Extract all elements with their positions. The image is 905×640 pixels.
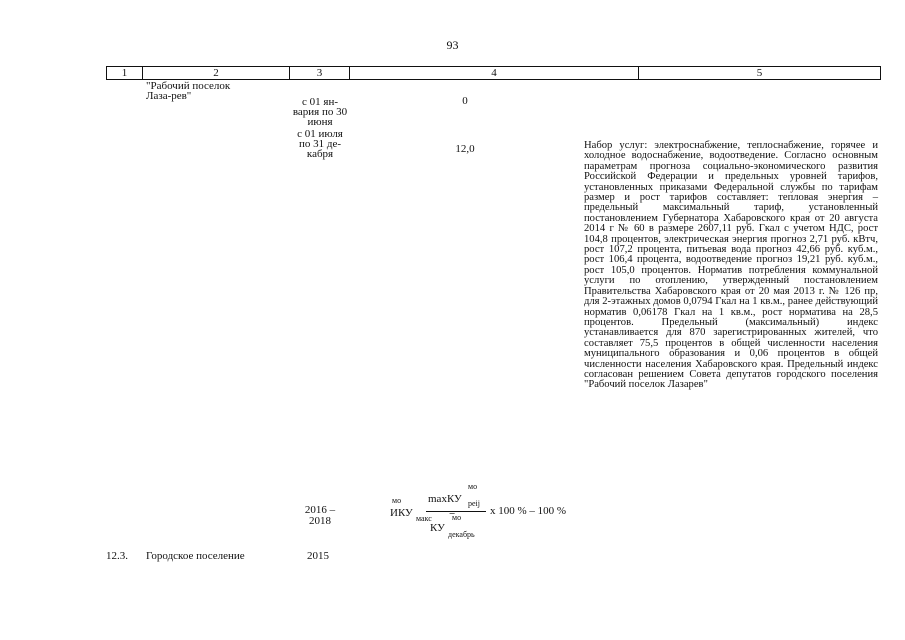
period-first-half: с 01 ян-вария по 30 июня: [292, 96, 348, 128]
page-number: 93: [446, 38, 459, 52]
lhs-subscript: макс: [416, 514, 432, 523]
header-cell-1: 1: [107, 67, 143, 79]
row-number: 12.3.: [106, 550, 128, 562]
table-header-row: [106, 66, 881, 80]
formula-period: 2016 – 2018: [304, 504, 336, 527]
equals-sign: =: [449, 507, 456, 519]
header-cell-3: 3: [290, 67, 350, 79]
lhs-superscript: мо: [392, 496, 402, 505]
index-value-second-half: 12,0: [455, 143, 475, 155]
numerator-subscript: рeij: [468, 499, 480, 508]
services-description: Набор услуг: электроснабжение, теплоснабжение, горячее и холодное водоснабжение, водоотведение. Согласно основным параметрам прогноза социально-экономического развития Российской Федерации и предельных уровней тарифов, установленных приказами Федеральной службы по тарифам размер и рост тарифов составляет: тепловая энергия – предельный максимальный тариф, установленный постановлением Губернатора Хабаровского края от 20 августа 2014 г № 60 в размере 2607,11 руб. Гкал с учетом НДС, рост 104,8 процентов, электрическая энергия прогноз 2,71 руб. кВтч, рост 107,2 процента, питьевая вода прогноз 42,66 руб. куб.м., рост 106,4 процента, водоотведение прогноз 19,21 руб. куб.м., рост 105,0 процентов. Норматив потребления коммунальной услуги по отоплению, утвержденный постановлением Правительства Хабаровского края от 20 мая 2013 г. № 126 пр, для 2-этажных домов 0,0794 Гкал на 1 кв.м., ранее действующий норматив 0,06178 Гкал на 1 кв.м., рост норматива на 28,5 процентов. Предельный (максимальный) индекс устанавливается для 870 зарегистрированных жителей, что составляет 75,5 процентов в общей численности населения муниципального образования и 0,06 процентов в общей численности населения Хабаровского края. Предельный индекс согласован решением Совета депутатов городского поселения "Рабочий поселок Лазарев": [584, 140, 878, 391]
fraction-bar: [426, 511, 486, 512]
header-cell-4: 4: [350, 67, 639, 79]
period-second-half: с 01 июля по 31 де-кабря: [297, 128, 343, 160]
denominator-superscript: мо: [452, 513, 462, 522]
numerator-main: maxКУ: [428, 493, 462, 505]
row-year: 2015: [307, 550, 329, 562]
header-cell-5: 5: [756, 67, 763, 79]
numerator-superscript: мо: [468, 482, 478, 491]
index-formula: [364, 478, 584, 542]
denominator-main: КУ: [430, 522, 445, 534]
lhs-main: ИКУ: [390, 507, 413, 519]
denominator-subscript: декабрь: [448, 530, 475, 539]
header-cell-2: 2: [143, 67, 290, 79]
index-value-first-half: 0: [462, 95, 468, 107]
formula-tail: х 100 % – 100 %: [490, 505, 567, 517]
settlement-name: "Рабочий поселок Лаза-рев": [146, 80, 231, 102]
row-settlement-name: Городское поселение: [146, 550, 245, 562]
